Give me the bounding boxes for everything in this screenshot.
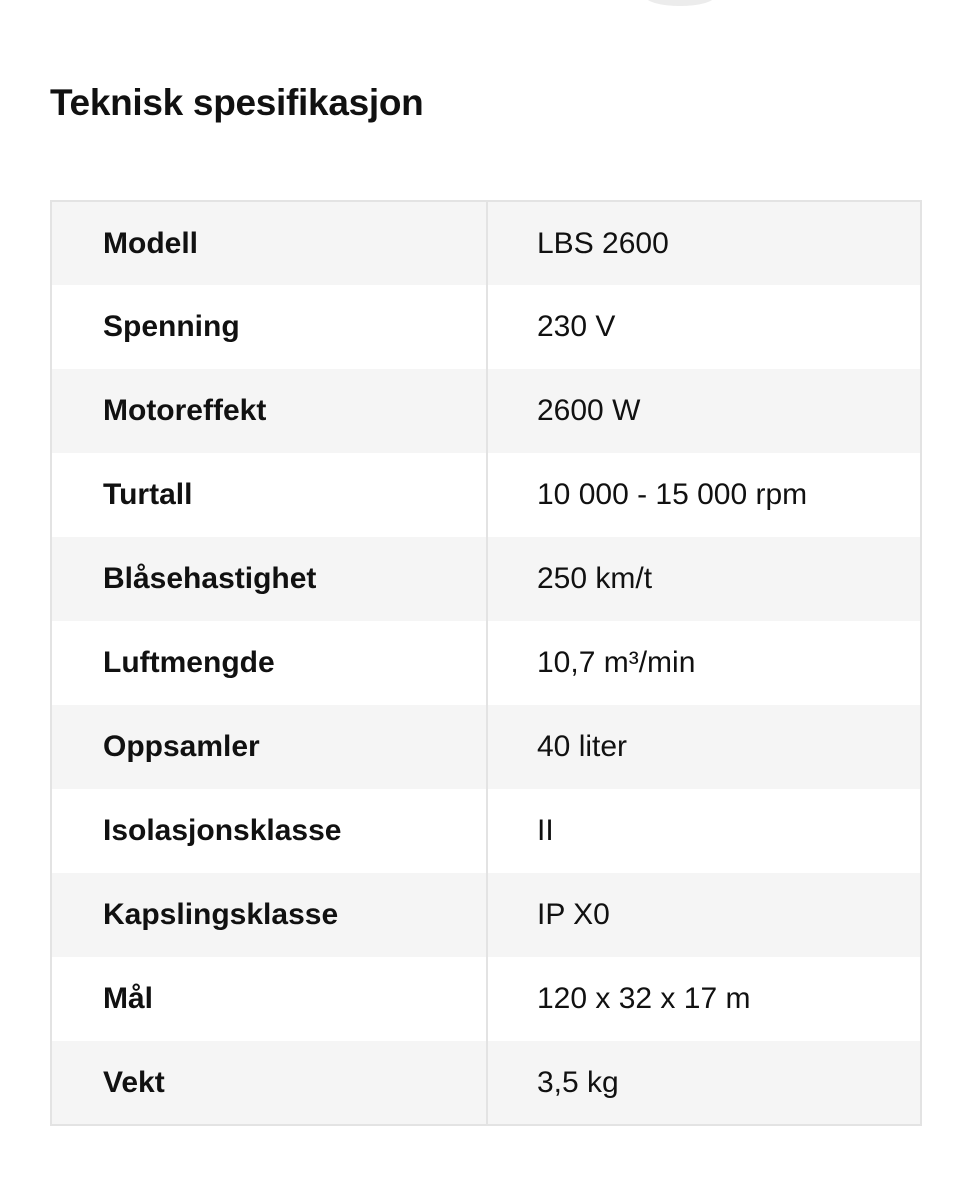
spec-label: Oppsamler: [51, 705, 487, 789]
spec-label: Modell: [51, 201, 487, 285]
table-row: [51, 453, 921, 537]
table-row: [51, 369, 921, 453]
spec-value: 40 liter: [537, 730, 628, 763]
spec-value: 120 x 32 x 17 m: [537, 982, 751, 1015]
spec-value: 10 000 - 15 000 rpm: [537, 478, 808, 511]
spec-table-body: [51, 201, 921, 1125]
spec-label: Blåsehastighet: [51, 537, 487, 621]
spec-label: Kapslingsklasse: [51, 873, 487, 957]
spec-label: Luftmengde: [51, 621, 487, 705]
table-row: [51, 873, 921, 957]
spec-value: IP X0: [537, 898, 610, 931]
table-row: [51, 789, 921, 873]
spec-value: II: [537, 814, 554, 847]
spec-label: Spenning: [51, 285, 487, 369]
page-title: Teknisk spesifikasjon: [50, 82, 424, 123]
spec-value: 10,7 m³/min: [537, 646, 696, 679]
spec-value: 250 km/t: [537, 562, 653, 595]
table-row: [51, 705, 921, 789]
spec-value: LBS 2600: [537, 226, 669, 260]
table-row: [51, 537, 921, 621]
spec-label: Vekt: [51, 1041, 487, 1125]
table-row: [51, 1041, 921, 1125]
spec-value: 3,5 kg: [537, 1065, 619, 1099]
spec-label: Isolasjonsklasse: [51, 789, 487, 873]
spec-table: [50, 200, 922, 1126]
table-row: [51, 957, 921, 1041]
spec-value: 2600 W: [537, 394, 641, 427]
spec-label: Mål: [51, 957, 487, 1041]
spec-value: 230 V: [537, 310, 616, 343]
spec-label: Turtall: [51, 453, 487, 537]
table-row: [51, 201, 921, 285]
table-row: [51, 621, 921, 705]
top-edge-shape: [645, 0, 715, 6]
spec-label: Motoreffekt: [51, 369, 487, 453]
table-row: [51, 285, 921, 369]
